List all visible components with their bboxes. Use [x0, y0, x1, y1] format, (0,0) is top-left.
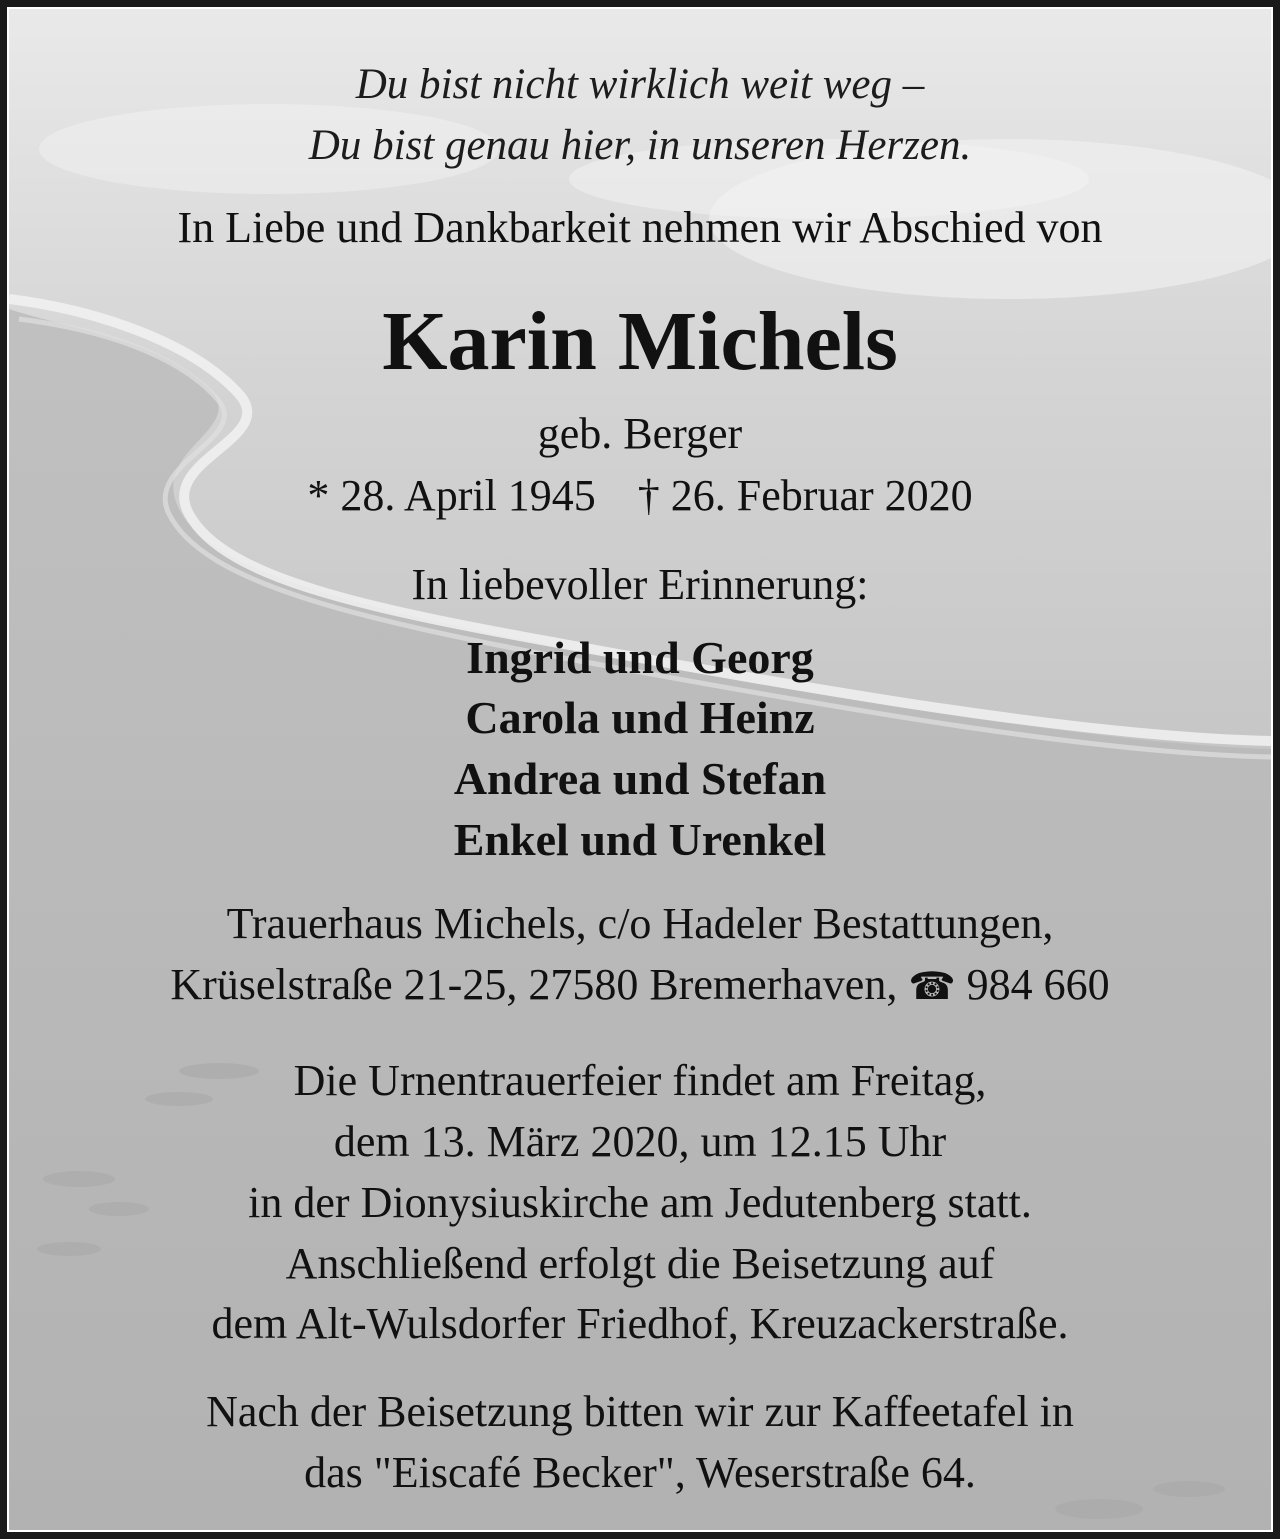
- death-date: † 26. Februar 2020: [637, 471, 973, 520]
- telephone-icon: ☎: [908, 966, 956, 1008]
- address-line-1: Trauerhaus Michels, c/o Hadeler Bestattungen,: [226, 899, 1054, 948]
- maiden-name: geb. Berger: [537, 409, 743, 458]
- service-line: in der Dionysiuskirche am Jedutenberg statt.: [248, 1178, 1032, 1227]
- service-line: Die Urnentrauerfeier findet am Freitag,: [293, 1056, 987, 1105]
- obituary-card: [7, 7, 1273, 1532]
- service-line: dem 13. März 2020, um 12.15 Uhr: [333, 1117, 947, 1166]
- address-line-2: [9, 955, 1271, 1017]
- mourner-name: Ingrid und Georg: [466, 632, 814, 683]
- deceased-name: Karin Michels: [382, 295, 898, 388]
- obituary-text: [9, 9, 1271, 1530]
- mourner-name: Carola und Heinz: [465, 692, 815, 743]
- reception-line: Nach der Beisetzung bitten wir zur Kaffeetafel in: [206, 1387, 1074, 1436]
- remembrance-label: In liebevoller Erinnerung:: [411, 560, 869, 609]
- mourner-name: Enkel und Urenkel: [453, 814, 827, 865]
- farewell-intro: In Liebe und Dankbarkeit nehmen wir Abschied von: [177, 203, 1103, 252]
- life-dates: [9, 470, 1271, 522]
- address-street: Krüselstraße 21-25, 27580 Bremerhaven,: [170, 960, 898, 1009]
- service-line: dem Alt-Wulsdorfer Friedhof, Kreuzackerstraße.: [211, 1299, 1069, 1348]
- service-line: Anschließend erfolgt die Beisetzung auf: [285, 1239, 995, 1288]
- mourner-name: Andrea und Stefan: [453, 753, 827, 804]
- birth-date: * 28. April 1945: [307, 471, 596, 520]
- quote-line-1: Du bist nicht wirklich weit weg –: [355, 61, 925, 108]
- reception-line: das "Eiscafé Becker", Weserstraße 64.: [304, 1448, 976, 1497]
- phone-number: 984 660: [966, 960, 1110, 1009]
- quote-line-2: Du bist genau hier, in unseren Herzen.: [308, 122, 972, 169]
